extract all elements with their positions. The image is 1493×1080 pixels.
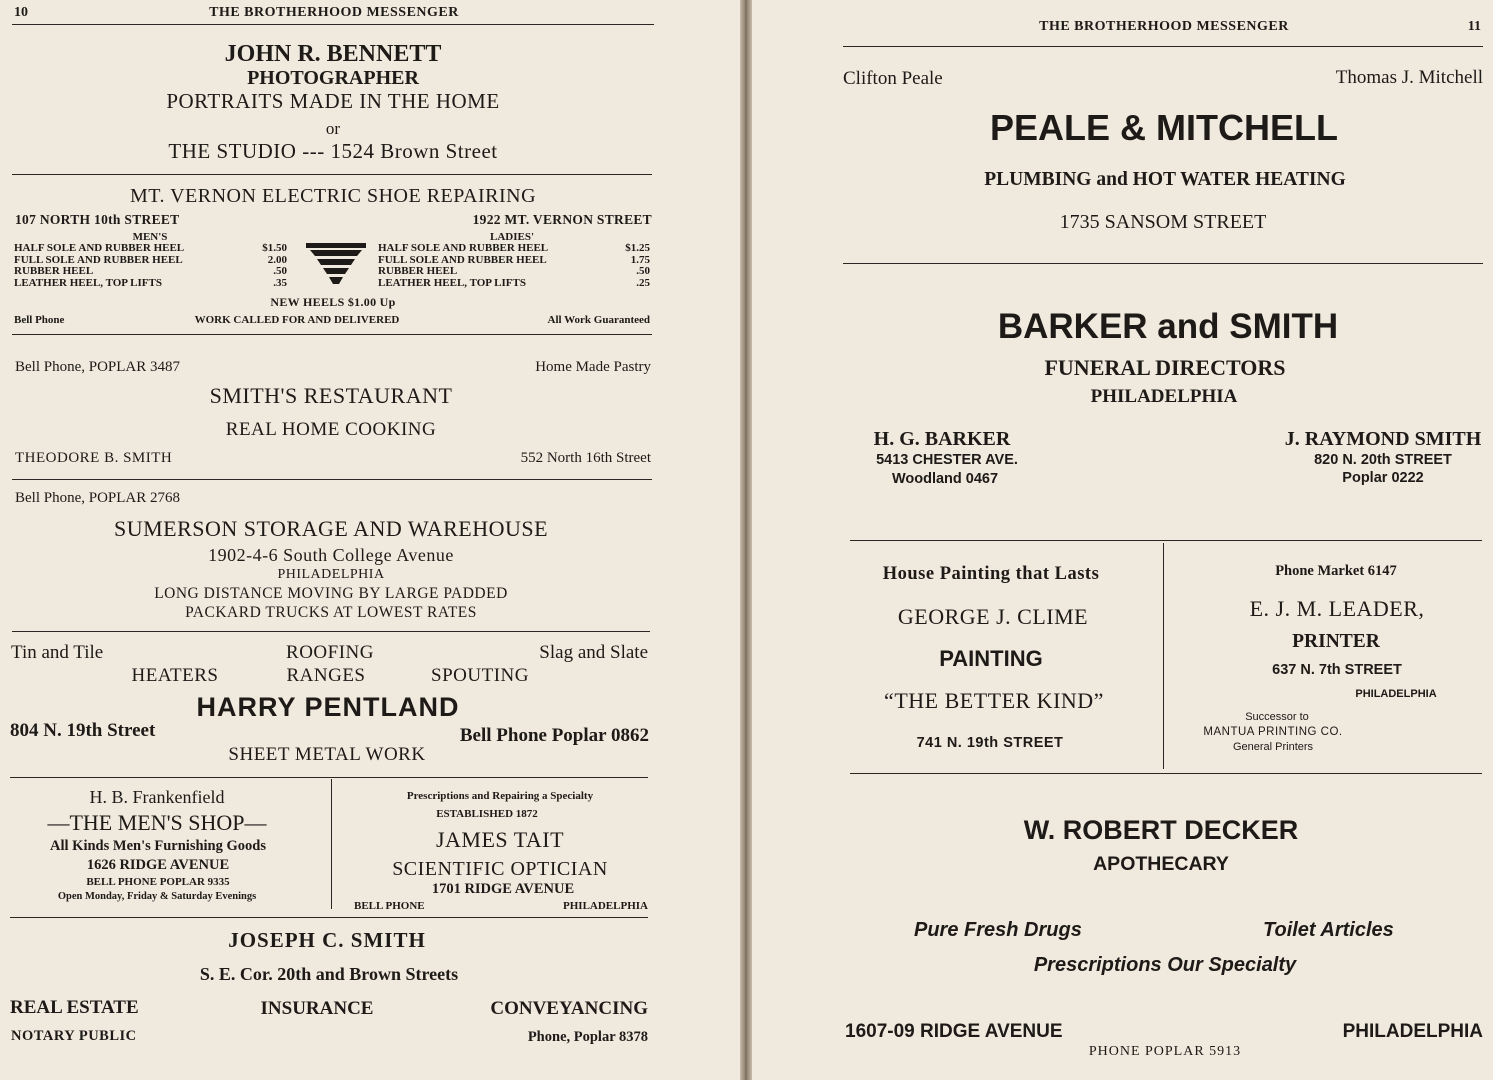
- price-item: FULL SOLE AND RUBBER HEEL: [14, 253, 183, 266]
- price-value: 2.00: [267, 253, 287, 266]
- notary: NOTARY PUBLIC: [11, 1028, 137, 1044]
- price-value: .50: [273, 265, 287, 277]
- divider: [843, 263, 1483, 264]
- address: S. E. Cor. 20th and Brown Streets: [199, 964, 459, 984]
- service: RANGES: [286, 665, 366, 686]
- slogan: REAL HOME COOKING: [225, 419, 437, 440]
- phone: Phone Market 6147: [1275, 563, 1397, 579]
- price-value: .50: [636, 265, 650, 277]
- ad-line: All Kinds Men's Furnishing Goods: [50, 838, 266, 854]
- footer-center: WORK CALLED FOR AND DELIVERED: [194, 314, 400, 326]
- heel-logo-icon: [306, 240, 366, 290]
- price-value: $1.25: [625, 242, 650, 254]
- ad-line: MANTUA PRINTING CO.: [1203, 726, 1343, 738]
- phone: Bell Phone Poplar 0862: [459, 725, 649, 746]
- address: 1626 RIDGE AVENUE: [86, 857, 230, 873]
- city: PHILADELPHIA: [563, 900, 648, 912]
- director-phone: Poplar 0222: [1342, 470, 1424, 486]
- divider: [850, 540, 1482, 541]
- ad-name: JOSEPH C. SMITH: [228, 928, 426, 952]
- director-name: J. RAYMOND SMITH: [1284, 428, 1482, 450]
- city: PHILADELPHIA: [1342, 1021, 1483, 1042]
- city: PHILADELPHIA: [1090, 386, 1238, 407]
- price-item: LEATHER HEEL, TOP LIFTS: [14, 276, 162, 289]
- service: FUNERAL DIRECTORS: [1044, 355, 1286, 380]
- price-item: HALF SOLE AND RUBBER HEEL: [14, 242, 185, 254]
- divider: [12, 479, 652, 480]
- hours: Open Monday, Friday & Saturday Evenings: [57, 891, 257, 902]
- divider: [10, 777, 648, 778]
- divider: [10, 917, 648, 918]
- service: PLUMBING and HOT WATER HEATING: [984, 169, 1346, 190]
- address: 741 N. 19th STREET: [916, 735, 1064, 751]
- address: 1922 MT. VERNON STREET: [472, 212, 652, 227]
- address: 804 N. 19th Street: [10, 720, 156, 741]
- ad-name: W. ROBERT DECKER: [1023, 815, 1299, 845]
- footer-right: All Work Guaranteed: [547, 314, 650, 326]
- phone: Bell Phone, POPLAR 3487: [15, 359, 181, 375]
- director-address: 820 N. 20th STREET: [1314, 452, 1452, 468]
- phone: Bell Phone, POPLAR 2768: [15, 490, 181, 506]
- ad-name: HARRY PENTLAND: [196, 692, 460, 722]
- specialty: Prescriptions Our Specialty: [1033, 954, 1297, 976]
- title: PRINTER: [1292, 631, 1380, 652]
- specialty: SHEET METAL WORK: [228, 744, 426, 765]
- price-item: LEATHER HEEL, TOP LIFTS: [378, 276, 526, 289]
- book-gutter: [740, 0, 752, 1080]
- address: 1735 SANSOM STREET: [1059, 211, 1267, 233]
- ad-name: JAMES TAIT: [435, 827, 565, 852]
- column-heading: MEN'S: [132, 231, 168, 243]
- ad-name: BARKER and SMITH: [997, 307, 1339, 346]
- divider: [843, 46, 1483, 47]
- footer-left: Bell Phone: [14, 314, 65, 326]
- phone: Phone, Poplar 8378: [527, 1029, 648, 1045]
- service: PAINTING: [939, 646, 1043, 671]
- price-value: .25: [636, 276, 650, 289]
- ad-line: or: [325, 119, 341, 138]
- title: APOTHECARY: [1093, 853, 1229, 875]
- price-value: 1.75: [630, 253, 650, 266]
- ad-line: LONG DISTANCE MOVING BY LARGE PADDED: [154, 585, 508, 602]
- page-number: 11: [1467, 19, 1481, 34]
- city: PHILADELPHIA: [277, 567, 385, 582]
- ad-line: Successor to: [1245, 711, 1309, 723]
- column-divider: [331, 779, 332, 909]
- director-phone: Woodland 0467: [891, 471, 999, 487]
- column-divider: [1163, 543, 1164, 769]
- right-page: [752, 0, 1493, 1080]
- ad-line: PORTRAITS MADE IN THE HOME: [166, 89, 500, 113]
- ad-title: PHOTOGRAPHER: [247, 67, 419, 89]
- address: 1701 RIDGE AVENUE: [431, 881, 575, 897]
- address: 552 North 16th Street: [520, 450, 651, 466]
- owner: H. B. Frankenfield: [89, 787, 225, 807]
- service: Slag and Slate: [539, 642, 648, 663]
- ad-line: PACKARD TRUCKS AT LOWEST RATES: [185, 604, 477, 621]
- service: Tin and Tile: [11, 642, 104, 663]
- ad-name: —THE MEN'S SHOP—: [47, 810, 267, 835]
- price-item: HALF SOLE AND RUBBER HEEL: [378, 242, 549, 254]
- address: 107 NORTH 10th STREET: [15, 212, 180, 227]
- phone: BELL PHONE POPLAR 9335: [86, 876, 230, 888]
- left-page: [0, 0, 740, 1080]
- director-address: 5413 CHESTER AVE.: [876, 452, 1018, 468]
- divider: [12, 24, 654, 25]
- service: CONVEYANCING: [490, 998, 648, 1019]
- tagline: House Painting that Lasts: [882, 564, 1100, 584]
- running-header: THE BROTHERHOOD MESSENGER: [209, 5, 459, 20]
- price-value: .35: [273, 276, 287, 289]
- divider: [12, 631, 650, 632]
- price-value: $1.50: [262, 242, 287, 254]
- address: 1902-4-6 South College Avenue: [208, 545, 454, 565]
- established: ESTABLISHED 1872: [436, 808, 538, 820]
- partner: Clifton Peale: [843, 68, 943, 89]
- service: HEATERS: [131, 665, 219, 686]
- ad-name: JOHN R. BENNETT: [224, 41, 442, 67]
- address: 1607-09 RIDGE AVENUE: [845, 1021, 1063, 1042]
- title: SCIENTIFIC OPTICIAN: [392, 858, 608, 880]
- divider: [12, 334, 652, 335]
- service: REAL ESTATE: [10, 997, 139, 1018]
- column-heading: LADIES': [489, 231, 535, 243]
- director-name: H. G. BARKER: [873, 428, 1011, 450]
- partner: Thomas J. Mitchell: [1335, 67, 1483, 88]
- service: ROOFING: [286, 642, 374, 663]
- tagline: Home Made Pastry: [535, 359, 651, 375]
- slogan: “THE BETTER KIND”: [884, 688, 1104, 713]
- ad-line: Prescriptions and Repairing a Specialty: [406, 790, 594, 802]
- divider: [12, 174, 652, 175]
- running-header: THE BROTHERHOOD MESSENGER: [1039, 19, 1289, 34]
- service: INSURANCE: [260, 998, 374, 1019]
- address: 637 N. 7th STREET: [1272, 662, 1402, 678]
- page-number: 10: [14, 5, 28, 20]
- ad-name: GEORGE J. CLIME: [897, 604, 1089, 629]
- phone: PHONE POPLAR 5913: [1088, 1044, 1242, 1059]
- ad-name: SMITH'S RESTAURANT: [209, 383, 453, 408]
- ad-line: General Printers: [1232, 741, 1314, 753]
- ad-name: PEALE & MITCHELL: [990, 107, 1338, 148]
- product: Pure Fresh Drugs: [914, 919, 1082, 941]
- ad-line: THE STUDIO --- 1524 Brown Street: [168, 139, 498, 163]
- city: PHILADELPHIA: [1355, 688, 1437, 700]
- new-heels: NEW HEELS $1.00 Up: [270, 295, 396, 309]
- ad-name: MT. VERNON ELECTRIC SHOE REPAIRING: [129, 185, 537, 207]
- ad-name: SUMERSON STORAGE AND WAREHOUSE: [113, 516, 549, 541]
- product: Toilet Articles: [1263, 919, 1394, 941]
- divider: [850, 773, 1482, 774]
- ad-name: E. J. M. LEADER,: [1249, 596, 1425, 621]
- price-item: RUBBER HEEL: [14, 265, 94, 277]
- price-item: FULL SOLE AND RUBBER HEEL: [378, 253, 547, 266]
- proprietor: THEODORE B. SMITH: [15, 450, 173, 466]
- service: SPOUTING: [431, 665, 529, 686]
- phone: BELL PHONE: [354, 900, 425, 912]
- price-item: RUBBER HEEL: [378, 265, 458, 277]
